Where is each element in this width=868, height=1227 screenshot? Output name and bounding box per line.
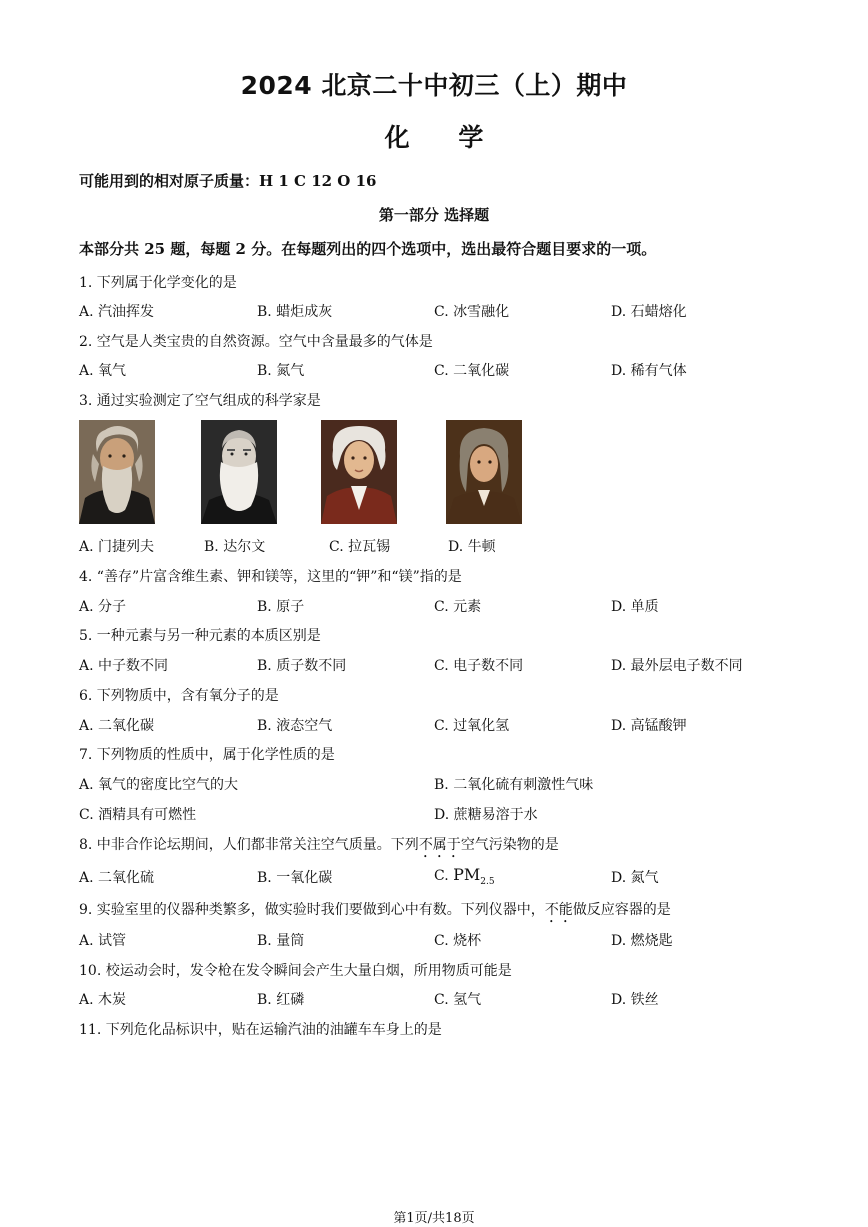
q8-stem-post: 空气污染物的是 bbox=[460, 837, 559, 853]
exam-title: 2024 北京二十中初三（上）期中 bbox=[240, 71, 628, 100]
q9-option-c: C. 烧杯 bbox=[434, 933, 482, 949]
q4-option-b: B. 原子 bbox=[257, 599, 305, 615]
question-10-stem: 10. 校运动会时，发令枪在发令瞬间会产生大量白烟，所用物质可能是 bbox=[79, 963, 512, 979]
q7-option-d: D. 蔗糖易溶于水 bbox=[434, 807, 538, 823]
newton-portrait bbox=[446, 420, 522, 524]
q10-option-b: B. 红磷 bbox=[257, 992, 305, 1008]
q2-option-c: C. 二氧化碳 bbox=[434, 363, 510, 379]
q1-option-b: B. 蜡炬成灰 bbox=[257, 304, 333, 320]
question-2-stem: 2. 空气是人类宝贵的自然资源。空气中含量最多的气体是 bbox=[79, 334, 433, 350]
question-4-stem: 4. “善存”片富含维生素、钾和镁等，这里的“钾”和“镁”指的是 bbox=[79, 569, 462, 585]
q5-option-c: C. 电子数不同 bbox=[434, 658, 524, 674]
q3-option-d: D. 牛顿 bbox=[448, 539, 496, 555]
question-6-stem: 6. 下列物质中，含有氧分子的是 bbox=[79, 688, 279, 704]
q5-option-b: B. 质子数不同 bbox=[257, 658, 347, 674]
subject-title: 化 学 bbox=[384, 123, 484, 152]
question-7-stem: 7. 下列物质的性质中，属于化学性质的是 bbox=[79, 747, 335, 763]
section-instructions: 本部分共 25 题，每题 2 分。在每题列出的四个选项中，选出最符合题目要求的一项。 bbox=[79, 240, 657, 258]
q7-option-b: B. 二氧化硫有刺激性气味 bbox=[434, 777, 594, 793]
q1-option-c: C. 冰雪融化 bbox=[434, 304, 510, 320]
q8-option-a: A. 二氧化硫 bbox=[79, 870, 155, 886]
q10-option-d: D. 铁丝 bbox=[611, 992, 659, 1008]
q4-option-c: C. 元素 bbox=[434, 599, 482, 615]
q6-option-d: D. 高锰酸钾 bbox=[611, 718, 687, 734]
q8-option-b: B. 一氧化碳 bbox=[257, 870, 333, 886]
page-footer: 第1页/共18页 bbox=[393, 1211, 475, 1226]
q9-option-d: D. 燃烧匙 bbox=[611, 933, 673, 949]
q9-stem-pre: 9. 实验室里的仪器种类繁多，做实验时我们要做到心中有数。下列仪器中， bbox=[79, 902, 545, 918]
q8-stem-emphasis: 不属于 bbox=[418, 837, 461, 853]
question-3-stem: 3. 通过实验测定了空气组成的科学家是 bbox=[79, 393, 321, 409]
pm25-formula: $PM_{2.5}$ bbox=[453, 865, 495, 888]
question-11-stem: 11. 下列危化品标识中，贴在运输汽油的油罐车车身上的是 bbox=[79, 1022, 442, 1038]
q6-option-a: A. 二氧化碳 bbox=[79, 718, 155, 734]
q6-option-b: B. 液态空气 bbox=[257, 718, 333, 734]
q2-option-a: A. 氧气 bbox=[79, 363, 127, 379]
q1-option-d: D. 石蜡熔化 bbox=[611, 304, 687, 320]
q5-option-a: A. 中子数不同 bbox=[79, 658, 169, 674]
question-5-stem: 5. 一种元素与另一种元素的本质区别是 bbox=[79, 628, 321, 644]
q7-option-c: C. 酒精具有可燃性 bbox=[79, 807, 197, 823]
q8-stem-pre: 8. 中非合作论坛期间，人们都非常关注空气质量。下列 bbox=[79, 837, 419, 853]
q9-option-a: A. 试管 bbox=[79, 933, 127, 949]
q1-option-a: A. 汽油挥发 bbox=[79, 304, 155, 320]
question-8-stem bbox=[79, 834, 559, 861]
question-9-stem bbox=[79, 899, 671, 926]
q10-option-c: C. 氢气 bbox=[434, 992, 482, 1008]
q10-option-a: A. 木炭 bbox=[79, 992, 127, 1008]
q2-option-b: B. 氮气 bbox=[257, 363, 305, 379]
q8-option-d: D. 氮气 bbox=[611, 870, 659, 886]
q7-option-a: A. 氧气的密度比空气的大 bbox=[79, 777, 239, 793]
q4-option-a: A. 分子 bbox=[79, 599, 127, 615]
mendeleev-portrait bbox=[79, 420, 155, 524]
q9-stem-post: 做反应容器的是 bbox=[572, 902, 671, 918]
q3-option-b: B. 达尔文 bbox=[204, 539, 266, 555]
question-1-stem: 1. 下列属于化学变化的是 bbox=[79, 275, 237, 291]
section-title: 第一部分 选择题 bbox=[378, 206, 490, 224]
q8-option-c-letter: C. bbox=[434, 868, 449, 884]
q2-option-d: D. 稀有气体 bbox=[611, 363, 687, 379]
q3-option-a: A. 门捷列夫 bbox=[79, 539, 155, 555]
q4-option-d: D. 单质 bbox=[611, 599, 659, 615]
q3-option-c: C. 拉瓦锡 bbox=[329, 539, 391, 555]
q9-option-b: B. 量筒 bbox=[257, 933, 305, 949]
darwin-portrait bbox=[201, 420, 277, 524]
q5-option-d: D. 最外层电子数不同 bbox=[611, 658, 743, 674]
atomic-mass-note: 可能用到的相对原子质量：H 1 C 12 O 16 bbox=[79, 172, 377, 190]
q8-option-c bbox=[434, 865, 495, 887]
q6-option-c: C. 过氧化氢 bbox=[434, 718, 510, 734]
q9-stem-emphasis: 不能 bbox=[544, 902, 573, 918]
lavoisier-portrait bbox=[321, 420, 397, 524]
